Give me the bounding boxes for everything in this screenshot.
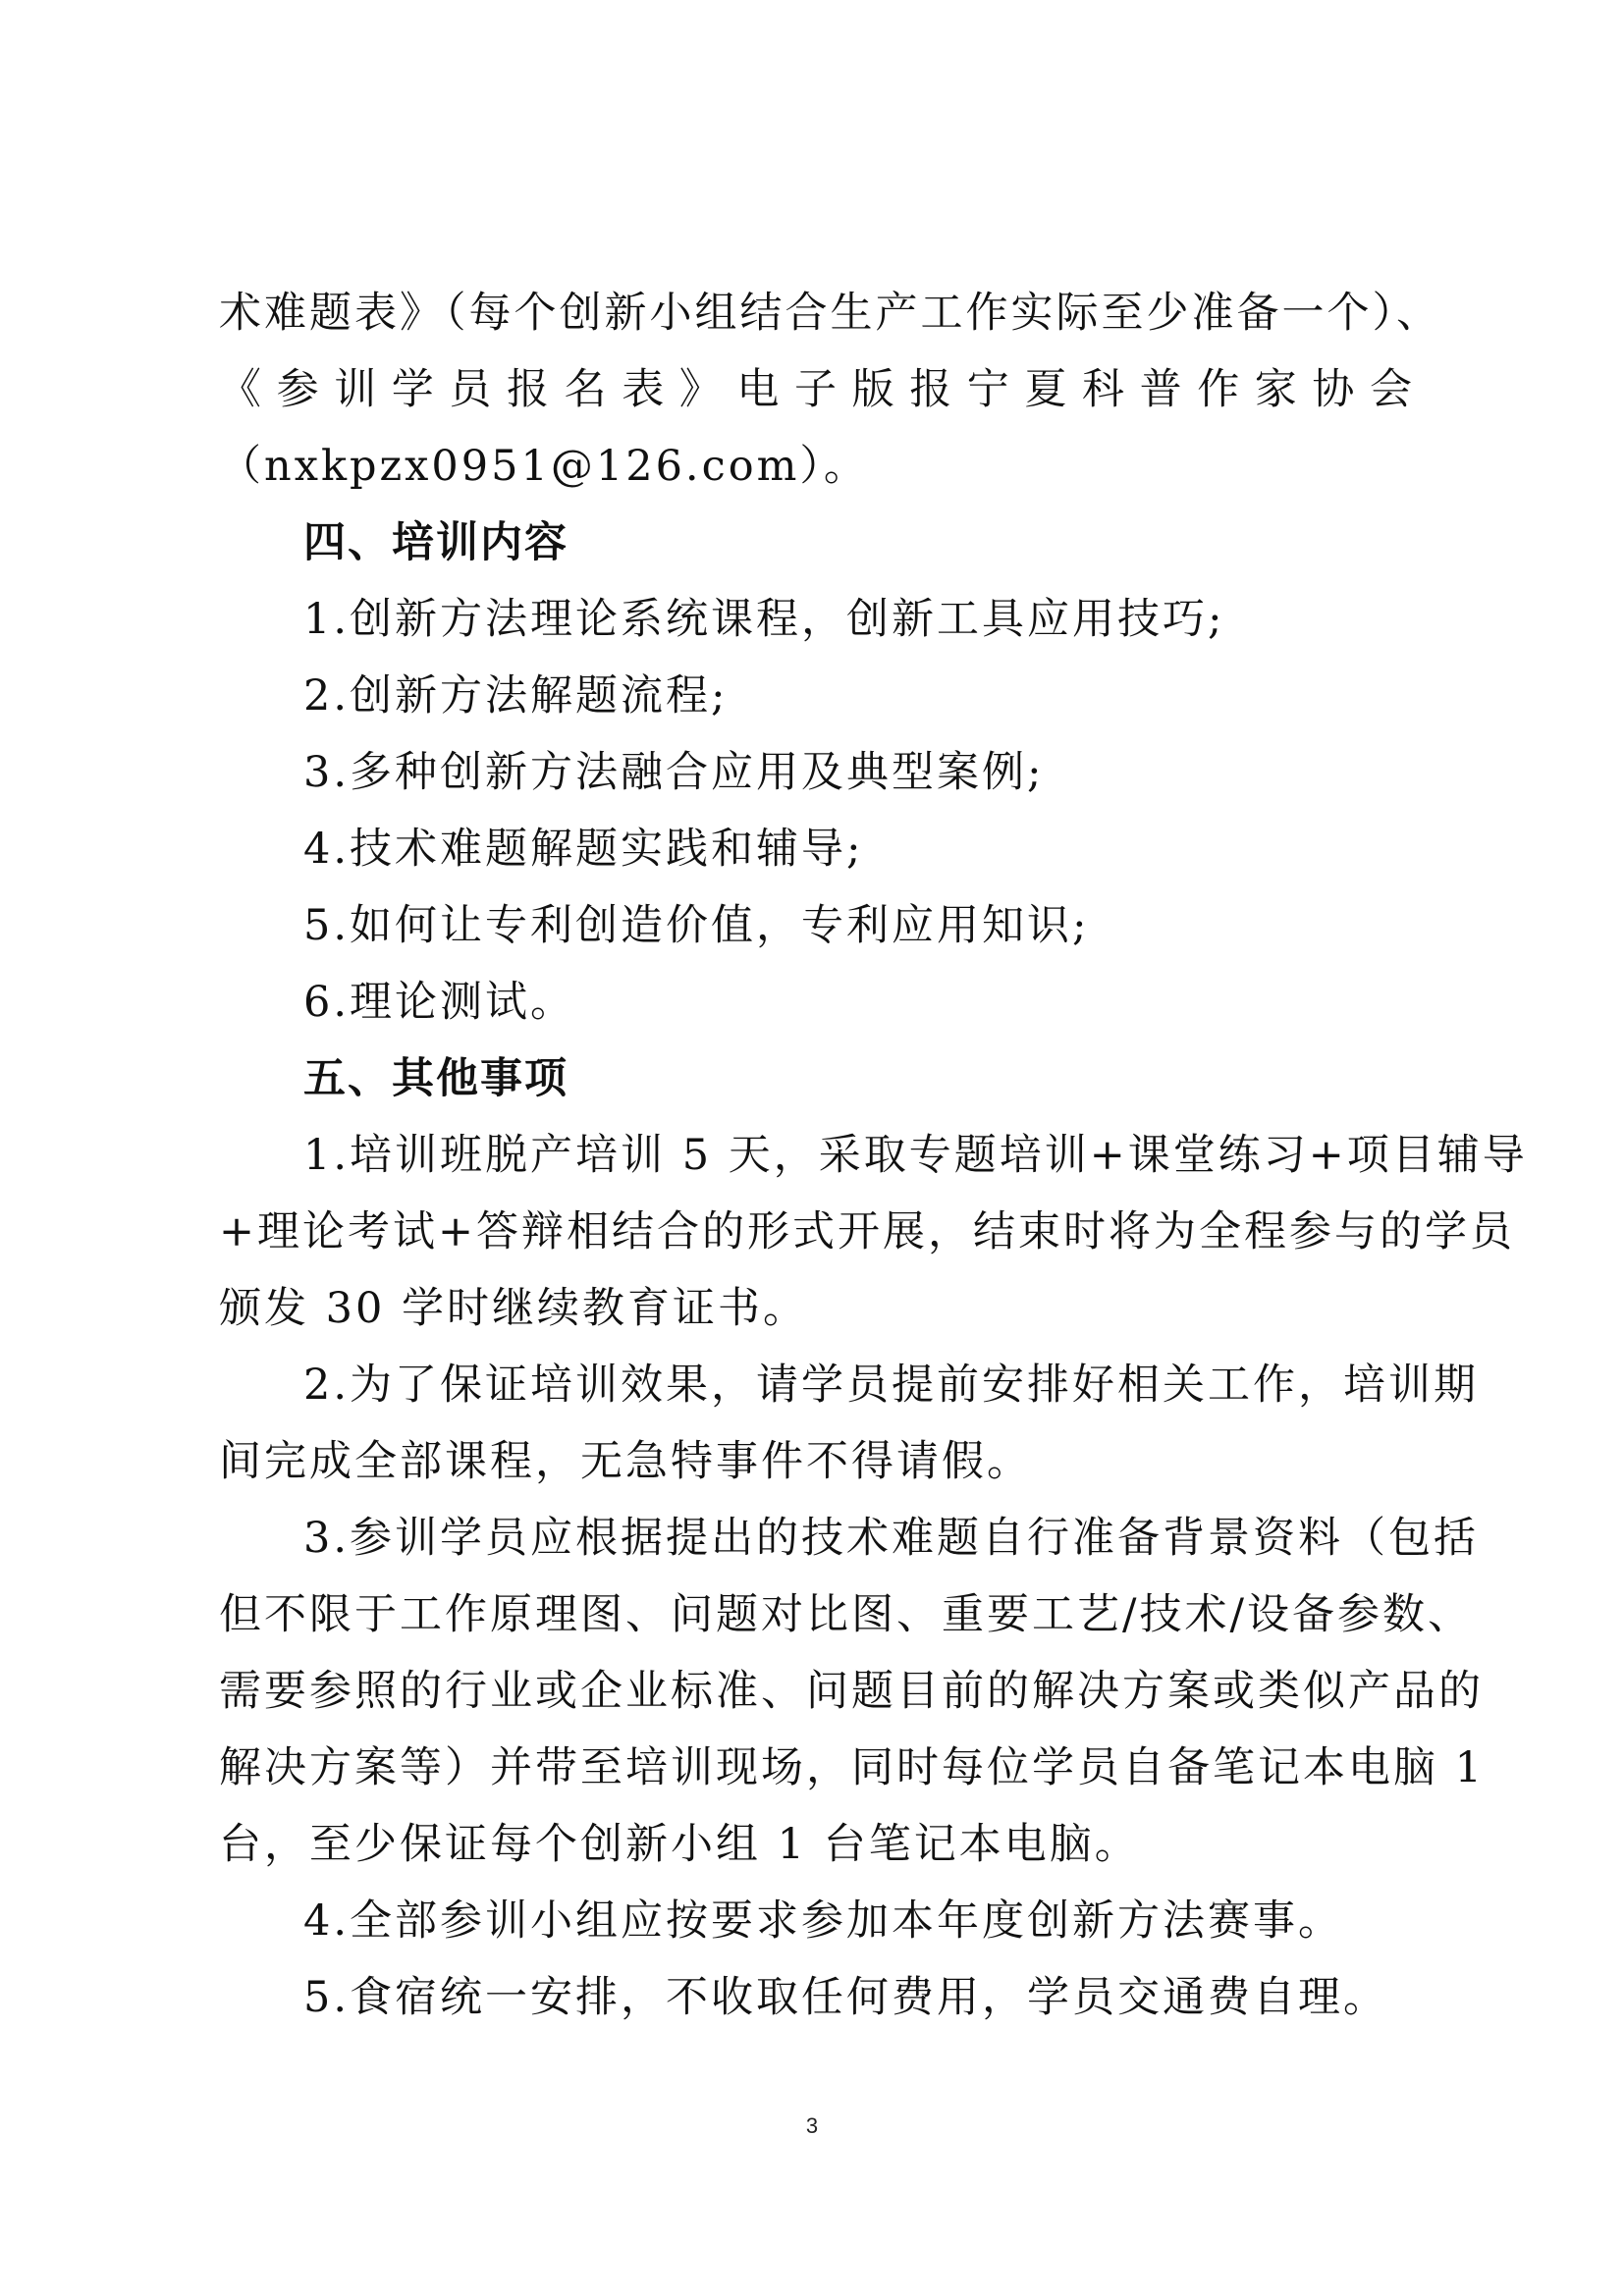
body-text-line: 5.食宿统一安排，不收取任何费用，学员交通费自理。 (303, 1973, 1389, 2022)
body-text-line: 需要参照的行业或企业标准、问题目前的解决方案或类似产品的 (219, 1667, 1484, 1716)
email-line: （nxkpzx0951@126.com）。 (219, 442, 869, 491)
list-item: 4.技术难题解题实践和辅导; (303, 825, 864, 874)
body-text-line: 《参训学员报名表》电子版报宁夏科普作家协会 (219, 365, 1415, 414)
list-item: 2.创新方法解题流程; (303, 671, 729, 721)
body-text-line: 解决方案等）并带至培训现场，同时每位学员自备笔记本电脑 1 (219, 1743, 1486, 1792)
body-text-line: 4.全部参训小组应按要求参加本年度创新方法赛事。 (303, 1896, 1344, 1946)
page-number: 3 (805, 2113, 819, 2138)
section-heading-training-content: 四、培训内容 (303, 518, 568, 567)
list-item: 6.理论测试。 (303, 978, 576, 1027)
body-text-line: +理论考试+答辩相结合的形式开展，结束时将为全程参与的学员 (219, 1207, 1516, 1256)
section-heading-other-matters: 五、其他事项 (303, 1054, 568, 1103)
body-text-line: 颁发 30 学时继续教育证书。 (219, 1284, 809, 1333)
list-item: 1.创新方法理论系统课程，创新工具应用技巧; (303, 595, 1225, 644)
body-text-line: 术难题表》（每个创新小组结合生产工作实际至少准备一个）、 (219, 289, 1441, 338)
body-text-line: 3.参训学员应根据提出的技术难题自行准备背景资料（包括 (303, 1514, 1480, 1563)
body-text-line: 台，至少保证每个创新小组 1 台笔记本电脑。 (219, 1820, 1140, 1869)
list-item: 5.如何让专利创造价值，专利应用知识; (303, 901, 1090, 950)
body-text-line: 但不限于工作原理图、问题对比图、重要工艺/技术/设备参数、 (219, 1590, 1473, 1639)
list-item: 3.多种创新方法融合应用及典型案例; (303, 748, 1045, 797)
body-text-line: 1.培训班脱产培训 5 天，采取专题培训+课堂练习+项目辅导 (303, 1131, 1528, 1180)
body-text-line: 间完成全部课程，无急特事件不得请假。 (219, 1437, 1032, 1486)
body-text-line: 2.为了保证培训效果，请学员提前安排好相关工作，培训期 (303, 1361, 1480, 1410)
